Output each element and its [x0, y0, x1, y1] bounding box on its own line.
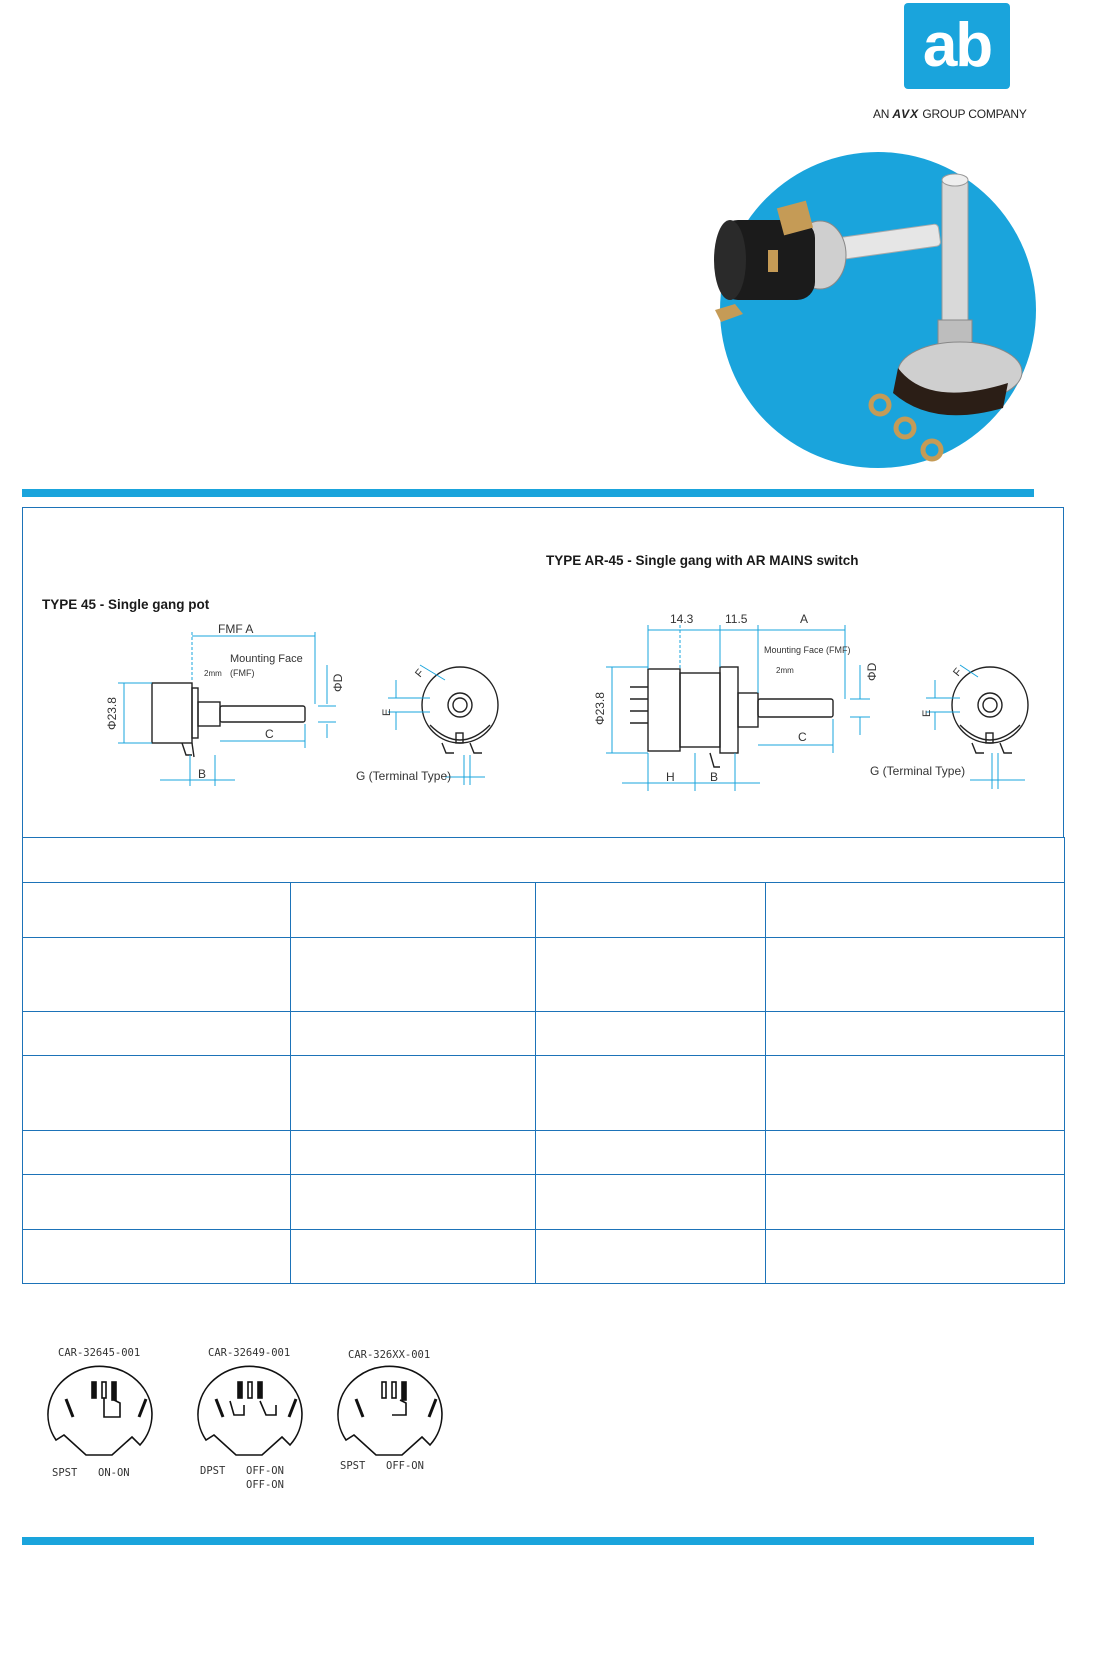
- table-row: [23, 1012, 1065, 1056]
- switch-type-1: SPST: [52, 1467, 78, 1479]
- label-e: E: [381, 708, 393, 716]
- switch-action-3: OFF-ON: [386, 1460, 424, 1472]
- switch-diagram-spst-on-on: [48, 1366, 152, 1455]
- table-cell: [766, 1012, 1065, 1056]
- label-c: C: [265, 727, 274, 741]
- logo-text: ab: [922, 11, 992, 80]
- switch-code-3: CAR-326XX-001: [348, 1349, 431, 1361]
- section-divider-bottom: [22, 1537, 1034, 1545]
- table-cell: [766, 1230, 1065, 1284]
- label-b: B: [710, 770, 719, 784]
- switch-type-3: SPST: [340, 1460, 366, 1472]
- table-row: [23, 1175, 1065, 1230]
- table-cell: [23, 1230, 291, 1284]
- switch-diagram-dpst-off-on: [198, 1366, 302, 1455]
- table-cell: [291, 938, 536, 1012]
- typear45-title: TYPE AR-45 - Single gang with AR MAINS switch: [546, 553, 859, 568]
- switch-action-2b: OFF-ON: [246, 1479, 284, 1491]
- table-cell: [766, 883, 1065, 938]
- table-cell: [23, 883, 291, 938]
- table-cell: [536, 938, 766, 1012]
- table-header-row: [23, 838, 1065, 883]
- label-e: E: [921, 709, 933, 717]
- label-11-5: 11.5: [725, 612, 748, 626]
- label-phi-238: Φ23.8: [105, 697, 119, 730]
- table-row: [23, 883, 1065, 938]
- table-cell: [291, 1230, 536, 1284]
- label-fmf: (FMF): [230, 668, 255, 678]
- table-cell: [766, 1175, 1065, 1230]
- tagline-prefix: AN: [873, 107, 893, 121]
- table-cell: [291, 1131, 536, 1175]
- label-c: C: [798, 730, 807, 744]
- switch-code-1: CAR-32645-001: [58, 1347, 141, 1359]
- potentiometer-photo-icon: [700, 150, 1050, 475]
- table-cell: [766, 938, 1065, 1012]
- switch-code-2: CAR-32649-001: [208, 1347, 291, 1359]
- switch-action-1: ON-ON: [98, 1467, 130, 1479]
- table-row: [23, 1056, 1065, 1131]
- table-cell: [291, 883, 536, 938]
- logo-tagline: [873, 107, 1027, 121]
- table-cell: [291, 1056, 536, 1131]
- table-cell: [536, 1175, 766, 1230]
- table-cell: [536, 1230, 766, 1284]
- spec-table: [22, 837, 1065, 1284]
- type45-drawing: [90, 620, 520, 805]
- type45-title: TYPE 45 - Single gang pot: [42, 597, 210, 612]
- label-14-3: 14.3: [670, 612, 694, 626]
- label-fmf-a: FMF A: [218, 622, 254, 636]
- label-phi-d: ΦD: [865, 662, 879, 681]
- label-h: H: [666, 770, 675, 784]
- table-cell: [23, 1175, 291, 1230]
- table-cell: [536, 1131, 766, 1175]
- table-cell: [766, 1056, 1065, 1131]
- label-f: F: [413, 667, 427, 680]
- label-a: A: [800, 612, 809, 626]
- section-divider: [22, 489, 1034, 497]
- table-row: [23, 1131, 1065, 1175]
- table-cell: [291, 1012, 536, 1056]
- table-cell: [23, 1012, 291, 1056]
- table-cell: [23, 1056, 291, 1131]
- label-phi-d: ΦD: [331, 673, 345, 692]
- label-phi-238: Φ23.8: [593, 692, 607, 725]
- table-cell: [23, 938, 291, 1012]
- tagline-brand: AVX: [892, 107, 920, 121]
- table-cell: [536, 1056, 766, 1131]
- switch-type-2: DPST: [200, 1465, 226, 1477]
- switch-diagram-spst-off-on: [338, 1366, 442, 1455]
- label-g-terminal: G (Terminal Type): [870, 764, 966, 778]
- table-cell: [536, 1012, 766, 1056]
- table-cell: [536, 883, 766, 938]
- table-cell: [23, 1131, 291, 1175]
- table-cell: [23, 838, 1065, 883]
- typear45-drawing: [560, 595, 1050, 805]
- table-cell: [291, 1175, 536, 1230]
- label-2mm: 2mm: [776, 666, 794, 675]
- label-2mm: 2mm: [204, 669, 222, 678]
- table-row: [23, 938, 1065, 1012]
- switch-action-2: OFF-ON: [246, 1465, 284, 1477]
- tagline-suffix: GROUP COMPANY: [919, 107, 1027, 121]
- table-row: [23, 1230, 1065, 1284]
- label-mounting-face-fmf: Mounting Face (FMF): [764, 645, 851, 655]
- switch-diagrams: [40, 1365, 460, 1475]
- label-b: B: [198, 767, 207, 781]
- label-g-terminal: G (Terminal Type): [356, 769, 452, 783]
- label-f: F: [951, 666, 965, 679]
- label-mounting-face: Mounting Face: [230, 653, 303, 665]
- table-cell: [766, 1131, 1065, 1175]
